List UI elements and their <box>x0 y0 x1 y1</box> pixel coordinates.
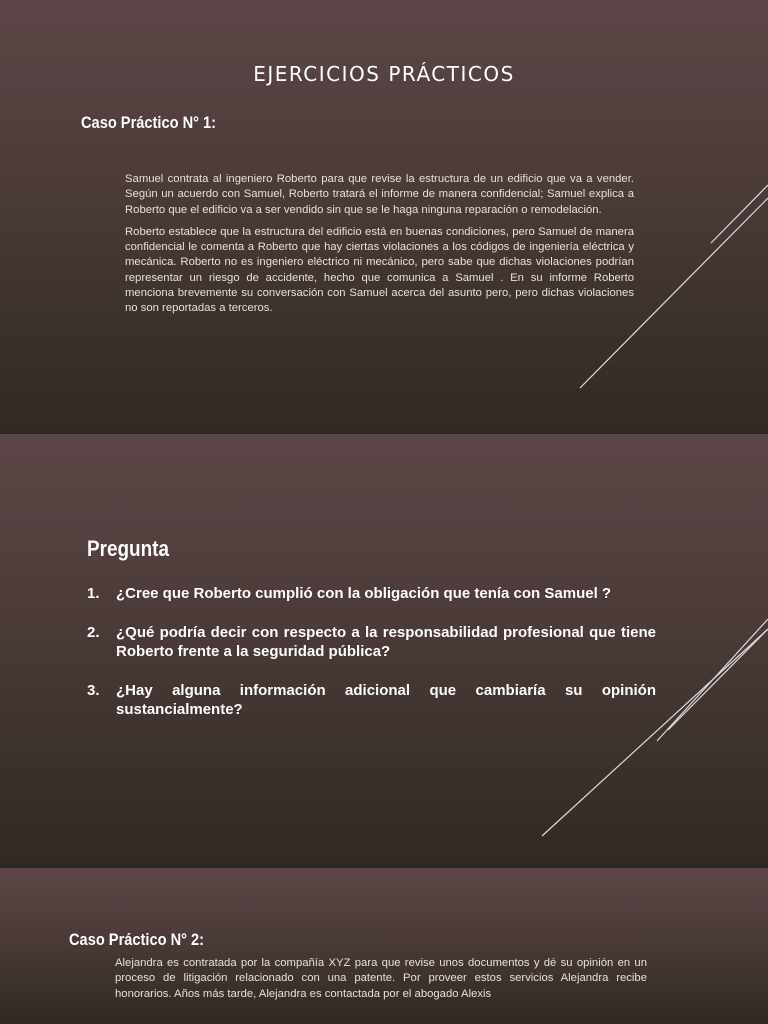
deco-line <box>668 629 768 730</box>
question-text: ¿Qué podría decir con respecto a la responsabilidad profesional que tiene Roberto frente a la seguridad pública? <box>116 623 656 660</box>
question-item <box>87 623 656 662</box>
slide-2 <box>0 434 768 866</box>
case-description-2 <box>115 956 647 1009</box>
case-label-1: Caso Práctico N° 1: <box>81 113 217 132</box>
slide-3 <box>0 868 768 1024</box>
page-title: EJERCICIOS PRÁCTICOS <box>253 62 515 86</box>
paragraph: Roberto establece que la estructura del edificio está en buenas condiciones, pero Samuel de manera confidencial le comenta a Roberto que hay ciertas violaciones a los códigos de ingeniería eléctrica y mecánica. Roberto no es ingeniero eléctrico ni mecánico, pero sabe que dichas violaciones podrían representar un riesgo de accidente, hecho que comunica a Samuel . En su informe Roberto menciona brevemente su conversación con Samuel acerca del asunto pero, pero dichas violaciones no son reportadas a terceros. <box>125 225 634 315</box>
case-label-2: Caso Práctico N° 2: <box>69 930 205 949</box>
question-number: 2. <box>87 623 100 641</box>
question-item <box>87 681 656 720</box>
question-text: ¿Cree que Roberto cumplió con la obligación que tenía con Samuel ? <box>116 585 612 602</box>
deco-line <box>711 185 768 243</box>
paragraph: Alejandra es contratada por la compañía XYZ para que revise unos documentos y dé su opinión en un proceso de litigación relacionado con una patente. Por proveer estos servicios Alejandra recibe honorarios. Años más tarde, Alejandra es contactada por el abogado Alexis <box>115 957 647 1000</box>
question-number: 1. <box>87 585 100 602</box>
slide-1 <box>0 0 768 432</box>
question-heading: Pregunta <box>87 536 170 561</box>
question-number: 3. <box>87 681 100 699</box>
question-item <box>87 584 656 604</box>
question-text: ¿Hay alguna información adicional que cambiaría su opinión sustancialmente? <box>116 681 656 718</box>
question-list <box>87 584 656 739</box>
case-description-1 <box>125 172 634 324</box>
paragraph: Samuel contrata al ingeniero Roberto para que revise la estructura de un edificio que va a vender. Según un acuerdo con Samuel, Roberto tratará el informe de manera confidencial; Samuel explica a Roberto que el edificio va a ser vendido sin que se le haga ninguna reparación o remodelación. <box>125 173 634 216</box>
